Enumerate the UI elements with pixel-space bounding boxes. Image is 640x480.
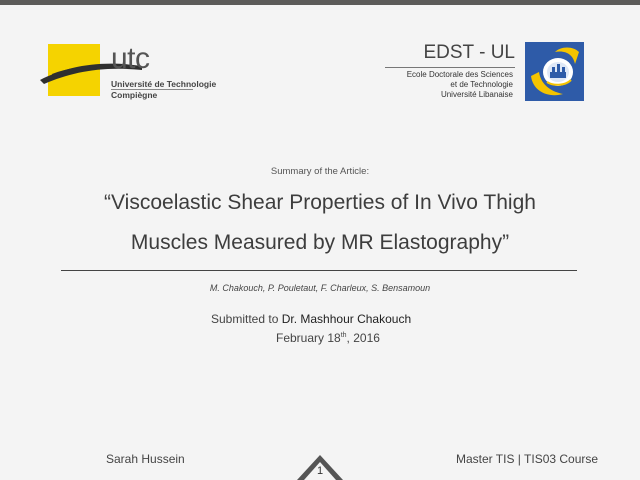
date-suffix: th	[340, 332, 347, 339]
edst-line-1: Ecole Doctorale des Sciences	[406, 70, 513, 79]
edst-line-3: Université Libanaise	[440, 90, 513, 99]
utc-city-name: Compiègne	[111, 90, 158, 100]
footer-course: Master TIS | TIS03 Course	[456, 452, 599, 466]
date-year: , 2016	[346, 331, 380, 345]
edst-line-2: et de Technologie	[450, 80, 513, 89]
top-bar	[0, 0, 640, 5]
utc-logo	[38, 42, 217, 100]
summary-label: Summary of the Article:	[270, 166, 370, 177]
page-number: 1	[316, 465, 324, 477]
article-title-line-1: “Viscoelastic Shear Properties of In Vivo Thigh	[104, 191, 536, 214]
supervisor-name: Dr. Mashhour Chakouch	[281, 312, 412, 326]
edst-divider	[385, 67, 515, 68]
presentation-date	[276, 331, 380, 345]
authors: M. Chakouch, P. Pouletaut, F. Charleux, S. Bensamoun	[209, 283, 431, 293]
utc-university-name: Université de Technologie	[111, 79, 217, 89]
lebanese-university-emblem-icon	[525, 42, 584, 101]
article-title-line-2: Muscles Measured by MR Elastography”	[130, 231, 510, 254]
edst-logo	[385, 42, 515, 102]
footer-author: Sarah Hussein	[106, 452, 185, 466]
title-divider	[61, 270, 577, 271]
utc-wordmark: utc	[111, 42, 150, 75]
submitted-prefix: Submitted to	[211, 312, 282, 326]
submitted-line	[211, 312, 411, 326]
date-month-day: February 18	[276, 331, 341, 345]
edst-title: EDST - UL	[423, 42, 515, 63]
